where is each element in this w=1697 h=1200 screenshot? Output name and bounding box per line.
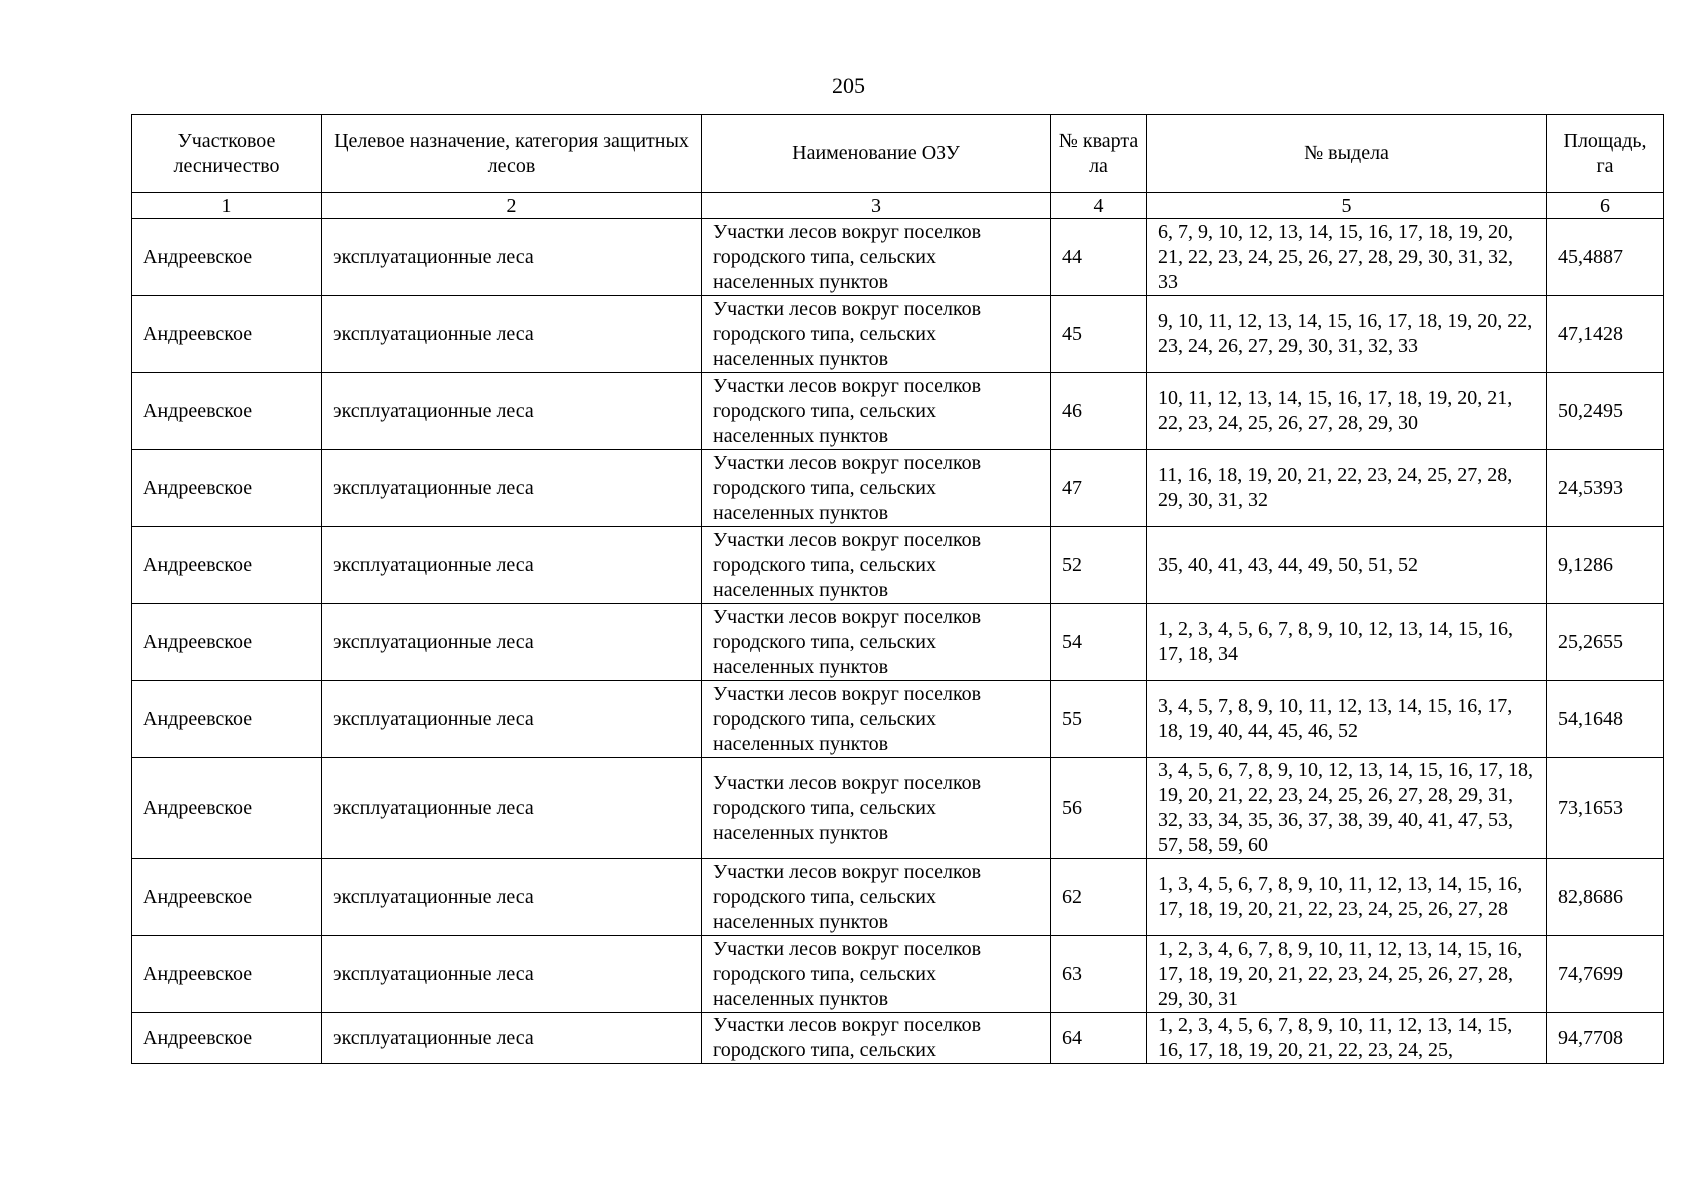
- header-plots: № выдела: [1147, 115, 1547, 193]
- area-cell: 47,1428: [1547, 296, 1664, 373]
- forestry-cell: Андреевское: [132, 859, 322, 936]
- header-area: Площадь, га: [1547, 115, 1664, 193]
- ozu-text: Участки лесов вокруг поселков городского типа, сельских: [713, 1014, 982, 1061]
- area-cell: 94,7708: [1547, 1013, 1664, 1064]
- quarter-cell: 55: [1051, 681, 1147, 758]
- purpose-cell: эксплуатационные леса: [322, 936, 702, 1013]
- purpose-cell: эксплуатационные леса: [322, 604, 702, 681]
- table-row: [132, 373, 1664, 450]
- quarter-cell: 47: [1051, 450, 1147, 527]
- column-number-row: [132, 193, 1664, 219]
- quarter-cell: 56: [1051, 758, 1147, 859]
- plots-cell: 1, 3, 4, 5, 6, 7, 8, 9, 10, 11, 12, 13, 14, 15, 16, 17, 18, 19, 20, 21, 22, 23, 24, 25, 26, 27, 28: [1147, 859, 1547, 936]
- forestry-cell: Андреевское: [132, 527, 322, 604]
- forestry-cell: Андреевское: [132, 604, 322, 681]
- ozu-cell: [702, 1013, 1051, 1064]
- plots-cell: 3, 4, 5, 6, 7, 8, 9, 10, 12, 13, 14, 15, 16, 17, 18, 19, 20, 21, 22, 23, 24, 25, 26, 27, 28, 29, 31, 32, 33, 34, 35, 36, 37, 38, 39, 40, 41, 47, 53, 57, 58, 59, 60: [1147, 758, 1547, 859]
- purpose-cell: эксплуатационные леса: [322, 758, 702, 859]
- forestry-cell: Андреевское: [132, 681, 322, 758]
- header-row: [132, 115, 1664, 193]
- plots-text: 1, 2, 3, 4, 5, 6, 7, 8, 9, 10, 11, 12, 13, 14, 15, 16, 17, 18, 19, 20, 21, 22, 23, 24, 25,: [1158, 1014, 1513, 1061]
- column-number: 6: [1547, 193, 1664, 219]
- area-cell: 45,4887: [1547, 219, 1664, 296]
- purpose-cell: эксплуатационные леса: [322, 373, 702, 450]
- table-row: [132, 296, 1664, 373]
- quarter-cell: 46: [1051, 373, 1147, 450]
- area-cell: 24,5393: [1547, 450, 1664, 527]
- area-cell: 50,2495: [1547, 373, 1664, 450]
- forestry-cell: Андреевское: [132, 450, 322, 527]
- plots-cell: 3, 4, 5, 7, 8, 9, 10, 11, 12, 13, 14, 15, 16, 17, 18, 19, 40, 44, 45, 46, 52: [1147, 681, 1547, 758]
- table-row: [132, 681, 1664, 758]
- forestry-cell: Андреевское: [132, 296, 322, 373]
- ozu-cell: Участки лесов вокруг поселков городского типа, сельских населенных пунктов: [702, 527, 1051, 604]
- table-row: [132, 936, 1664, 1013]
- area-cell: 74,7699: [1547, 936, 1664, 1013]
- purpose-cell: эксплуатационные леса: [322, 219, 702, 296]
- forestry-cell: Андреевское: [132, 219, 322, 296]
- plots-cell: 35, 40, 41, 43, 44, 49, 50, 51, 52: [1147, 527, 1547, 604]
- forestry-cell: Андреевское: [132, 1013, 322, 1064]
- purpose-cell: эксплуатационные леса: [322, 296, 702, 373]
- area-cell: 25,2655: [1547, 604, 1664, 681]
- plots-cell: [1147, 1013, 1547, 1064]
- ozu-cell: Участки лесов вокруг поселков городского типа, сельских населенных пунктов: [702, 681, 1051, 758]
- column-number: 4: [1051, 193, 1147, 219]
- plots-cell: 1, 2, 3, 4, 6, 7, 8, 9, 10, 11, 12, 13, 14, 15, 16, 17, 18, 19, 20, 21, 22, 23, 24, 25, 26, 27, 28, 29, 30, 31: [1147, 936, 1547, 1013]
- plots-cell: 1, 2, 3, 4, 5, 6, 7, 8, 9, 10, 12, 13, 14, 15, 16, 17, 18, 34: [1147, 604, 1547, 681]
- quarter-cell: 54: [1051, 604, 1147, 681]
- ozu-cell: Участки лесов вокруг поселков городского типа, сельских населенных пунктов: [702, 936, 1051, 1013]
- column-number: 5: [1147, 193, 1547, 219]
- table-row: [132, 1013, 1664, 1064]
- forestry-cell: Андреевское: [132, 936, 322, 1013]
- header-ozu-name: Наименование ОЗУ: [702, 115, 1051, 193]
- forestry-cell: Андреевское: [132, 758, 322, 859]
- table-row: [132, 219, 1664, 296]
- header-quarter: № квартала: [1051, 115, 1147, 193]
- plots-cell: 10, 11, 12, 13, 14, 15, 16, 17, 18, 19, 20, 21, 22, 23, 24, 25, 26, 27, 28, 29, 30: [1147, 373, 1547, 450]
- header-forestry: Участковое лесничество: [132, 115, 322, 193]
- column-number: 3: [702, 193, 1051, 219]
- area-cell: 54,1648: [1547, 681, 1664, 758]
- column-number: 2: [322, 193, 702, 219]
- ozu-cell: Участки лесов вокруг поселков городского типа, сельских населенных пунктов: [702, 758, 1051, 859]
- area-cell: 9,1286: [1547, 527, 1664, 604]
- purpose-cell: эксплуатационные леса: [322, 859, 702, 936]
- plots-cell: 9, 10, 11, 12, 13, 14, 15, 16, 17, 18, 19, 20, 22, 23, 24, 26, 27, 29, 30, 31, 32, 33: [1147, 296, 1547, 373]
- column-number: 1: [132, 193, 322, 219]
- ozu-cell: Участки лесов вокруг поселков городского типа, сельских населенных пунктов: [702, 450, 1051, 527]
- ozu-cell: Участки лесов вокруг поселков городского типа, сельских населенных пунктов: [702, 604, 1051, 681]
- quarter-cell: 52: [1051, 527, 1147, 604]
- ozu-cell: Участки лесов вокруг поселков городского типа, сельских населенных пунктов: [702, 373, 1051, 450]
- table-row: [132, 450, 1664, 527]
- quarter-cell: 44: [1051, 219, 1147, 296]
- table-row: [132, 758, 1664, 859]
- purpose-cell: эксплуатационные леса: [322, 681, 702, 758]
- forestry-cell: Андреевское: [132, 373, 322, 450]
- quarter-cell: 64: [1051, 1013, 1147, 1064]
- plots-cell: 6, 7, 9, 10, 12, 13, 14, 15, 16, 17, 18, 19, 20, 21, 22, 23, 24, 25, 26, 27, 28, 29, 30, 31, 32, 33: [1147, 219, 1547, 296]
- area-cell: 73,1653: [1547, 758, 1664, 859]
- table-row: [132, 604, 1664, 681]
- quarter-cell: 45: [1051, 296, 1147, 373]
- forest-areas-table: [131, 114, 1664, 1064]
- ozu-cell: Участки лесов вокруг поселков городского типа, сельских населенных пунктов: [702, 219, 1051, 296]
- plots-cell: 11, 16, 18, 19, 20, 21, 22, 23, 24, 25, 27, 28, 29, 30, 31, 32: [1147, 450, 1547, 527]
- ozu-cell: Участки лесов вокруг поселков городского типа, сельских населенных пунктов: [702, 859, 1051, 936]
- header-purpose: Целевое назначение, категория защитных лесов: [322, 115, 702, 193]
- area-cell: 82,8686: [1547, 859, 1664, 936]
- purpose-cell: эксплуатационные леса: [322, 527, 702, 604]
- quarter-cell: 63: [1051, 936, 1147, 1013]
- table-row: [132, 527, 1664, 604]
- page-number: 205: [832, 73, 865, 98]
- purpose-cell: эксплуатационные леса: [322, 450, 702, 527]
- purpose-cell: эксплуатационные леса: [322, 1013, 702, 1064]
- ozu-cell: Участки лесов вокруг поселков городского типа, сельских населенных пунктов: [702, 296, 1051, 373]
- quarter-cell: 62: [1051, 859, 1147, 936]
- table-row: [132, 859, 1664, 936]
